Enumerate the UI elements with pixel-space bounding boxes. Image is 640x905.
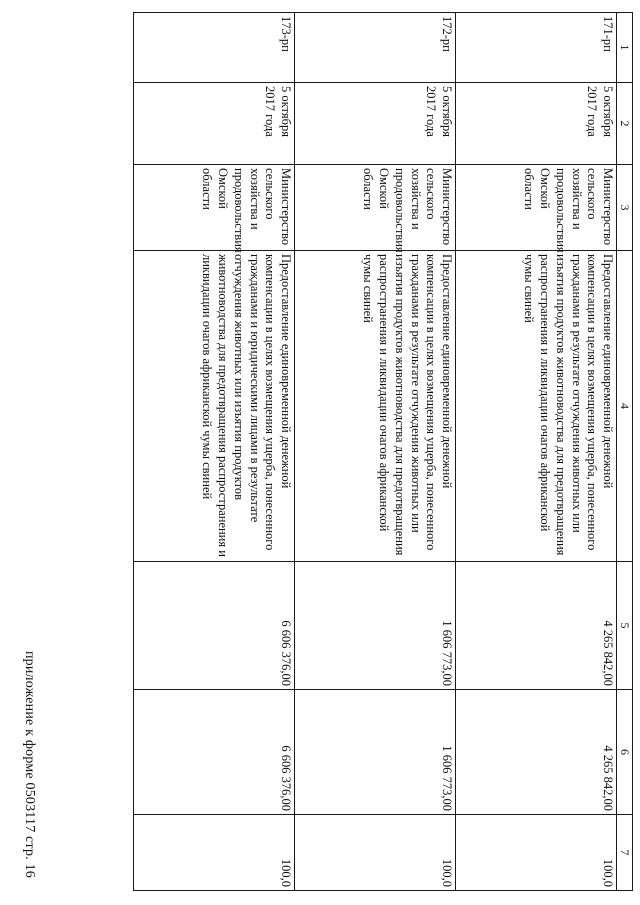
table-row bbox=[456, 13, 617, 891]
purpose-text: Предоставление единовременной денежной компенсации в целях возмещения ущерба, понесенного гражданами в результате отчуждения животных или изъятия продуктов животноводства для предотвращения распространения и ликвидации очагов африканской чумы свиней bbox=[295, 251, 456, 562]
column-number: 6 bbox=[617, 690, 633, 815]
amount-col5: 1 606 773,00 bbox=[295, 562, 456, 690]
column-number: 5 bbox=[617, 562, 633, 690]
column-number: 4 bbox=[617, 251, 633, 562]
amount-col6: 6 606 376,00 bbox=[134, 690, 295, 815]
agency-name: Министерство сельского хозяйства и продовольствия Омской области bbox=[456, 165, 617, 251]
column-number: 3 bbox=[617, 165, 633, 251]
amount-col5: 6 606 376,00 bbox=[134, 562, 295, 690]
percent-col7: 100,0 bbox=[295, 815, 456, 891]
column-number-row bbox=[617, 13, 633, 891]
order-date: 5 октября 2017 года bbox=[295, 83, 456, 165]
order-date: 5 октября 2017 года bbox=[456, 83, 617, 165]
amount-col6: 1 606 773,00 bbox=[295, 690, 456, 815]
column-number: 2 bbox=[617, 83, 633, 165]
amount-col5: 4 265 842,00 bbox=[456, 562, 617, 690]
order-date: 5 октября 2017 года bbox=[134, 83, 295, 165]
percent-col7: 100,0 bbox=[134, 815, 295, 891]
amount-col6: 4 265 842,00 bbox=[456, 690, 617, 815]
agency-name: Министерство сельского хозяйства и продовольствия Омской области bbox=[295, 165, 456, 251]
order-number: 171-рп bbox=[456, 13, 617, 83]
form-appendix-note: приложение к форме 0503117 стр. 16 bbox=[22, 650, 37, 878]
table-row bbox=[134, 13, 295, 891]
percent-col7: 100,0 bbox=[456, 815, 617, 891]
column-number: 7 bbox=[617, 815, 633, 891]
order-number: 172-рп bbox=[295, 13, 456, 83]
purpose-text: Предоставление единовременной денежной компенсации в целях возмещения ущерба, понесенного гражданами в результате отчуждения животных или изъятия продуктов животноводства для предотвращения распространения и ликвидации очагов африканской чумы свиней bbox=[456, 251, 617, 562]
agency-name: Министерство сельского хозяйства и продовольствия Омской области bbox=[134, 165, 295, 251]
report-table bbox=[133, 12, 633, 891]
column-number: 1 bbox=[617, 13, 633, 83]
table-row bbox=[295, 13, 456, 891]
purpose-text: Предоставление единовременной денежной компенсации в целях возмещения ущерба, понесенного гражданами и юридическими лицами в результате отчуждения животных или изъятия продуктов животноводства для предотвращения распространения и ликвидации очагов африканской чумы свиней bbox=[134, 251, 295, 562]
order-number: 173-рп bbox=[134, 13, 295, 83]
